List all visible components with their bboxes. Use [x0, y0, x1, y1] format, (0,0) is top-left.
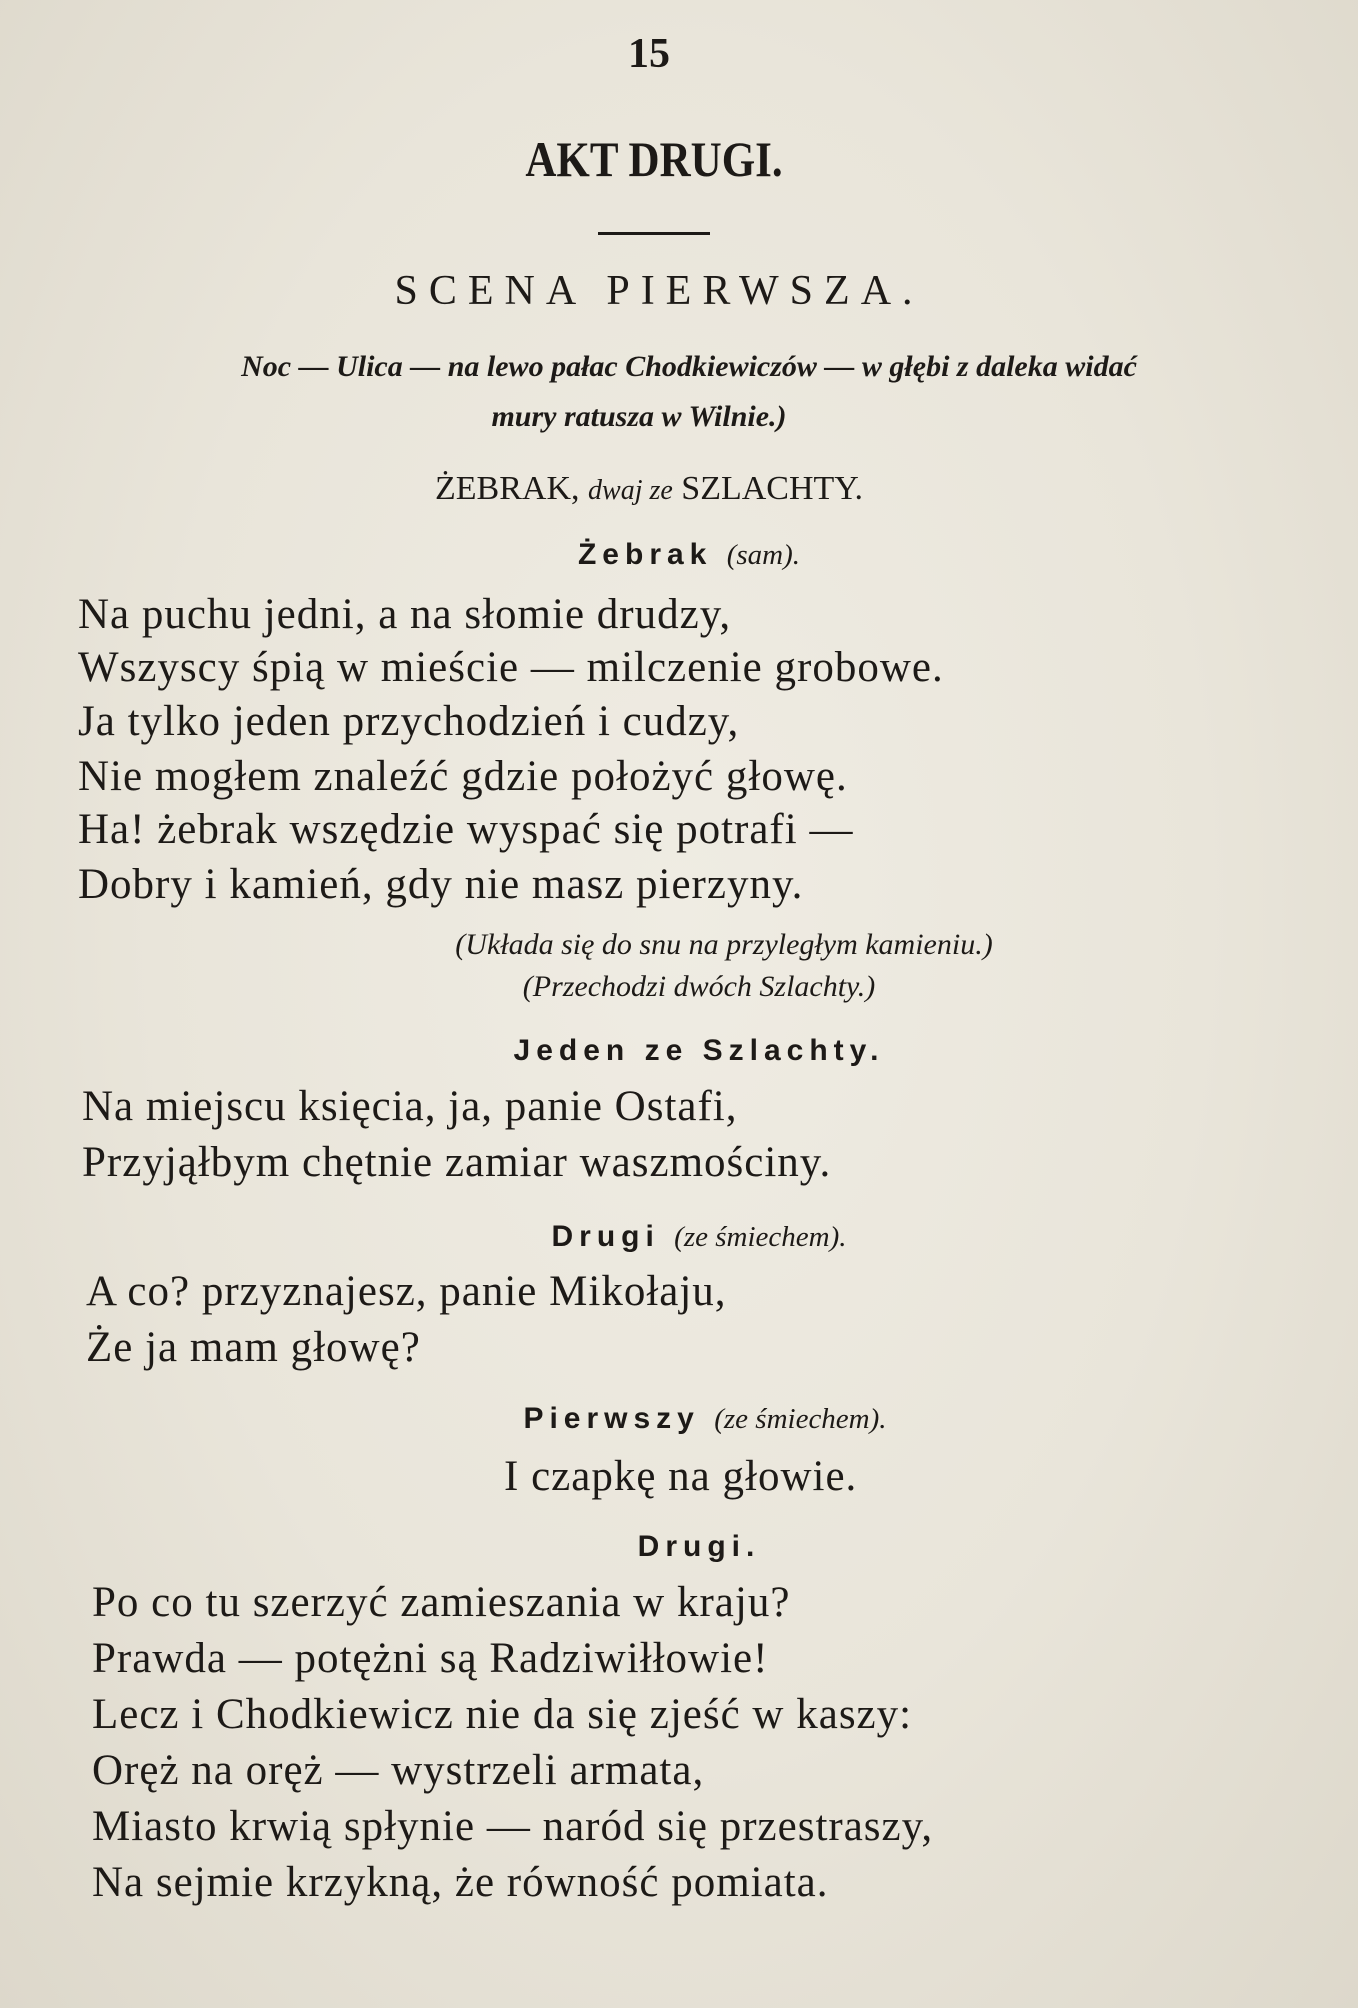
verse-line: Dobry i kamień, gdy nie masz pierzyny.: [78, 861, 804, 908]
verse-line: Na sejmie krzykną, że równość pomiata.: [92, 1859, 829, 1906]
verse-line: Ja tylko jeden przychodzień i cudzy,: [78, 698, 740, 745]
character-list: [0, 470, 1298, 508]
speaker-name: Drugi.: [637, 1530, 761, 1563]
act-title: AKT DRUGI.: [525, 131, 783, 187]
speaker-name: Pierwszy: [523, 1402, 700, 1435]
speaker-note: (sam).: [726, 539, 801, 571]
speaker-heading: [20, 1220, 1358, 1254]
verse-line: Oręż na oręż — wystrzeli armata,: [92, 1747, 705, 1794]
speaker-name: Drugi: [551, 1220, 660, 1253]
character-middle: dwaj ze: [588, 475, 673, 506]
speaker-note: (ze śmiechem).: [674, 1221, 847, 1253]
stage-direction: (Układa się do snu na przyległym kamieniu.): [455, 928, 993, 961]
verse-line: Miasto krwią spłynie — naród się przestraszy,: [92, 1803, 934, 1850]
verse-line: Po co tu szerzyć zamieszania w kraju?: [92, 1579, 791, 1626]
character-last: SZLACHTY.: [681, 470, 863, 507]
verse-line: I czapkę na głowie.: [504, 1453, 858, 1500]
verse-line: Przyjąłbym chętnie zamiar waszmościny.: [82, 1139, 832, 1186]
verse-line: Że ja mam głowę?: [86, 1324, 421, 1371]
title-divider: [598, 232, 710, 235]
speaker-heading: [26, 1402, 1358, 1436]
stage-direction: (Przechodzi dwóch Szlachty.): [522, 970, 876, 1003]
verse-line: Lecz i Chodkiewicz nie da się zjeść w kaszy:: [92, 1691, 913, 1738]
verse-line: Nie mogłem znaleźć gdzie położyć głowę.: [78, 753, 848, 800]
speaker-name: Żebrak: [577, 538, 713, 571]
speaker-heading: [10, 538, 1358, 572]
page-number: 15: [628, 31, 670, 77]
speaker-name: Jeden ze Szlachty.: [513, 1034, 885, 1067]
verse-line: Na miejscu księcia, ja, panie Ostafi,: [82, 1083, 738, 1130]
stage-setting-line-2: mury ratusza w Wilnie.): [491, 400, 787, 433]
character-first: ŻEBRAK,: [435, 470, 580, 507]
verse-line: Wszyscy śpią w mieście — milczenie grobowe.: [78, 644, 944, 691]
verse-line: Prawda — potężni są Radziwiłłowie!: [92, 1635, 769, 1682]
verse-line: A co? przyznajesz, panie Mikołaju,: [86, 1268, 727, 1315]
speaker-note: (ze śmiechem).: [714, 1403, 887, 1435]
speaker-heading: [20, 1530, 1358, 1564]
speaker-heading: [20, 1034, 1358, 1068]
verse-line: Na puchu jedni, a na słomie drudzy,: [78, 591, 732, 638]
scene-title: SCENA PIERWSZA.: [394, 268, 924, 314]
verse-line: Ha! żebrak wszędzie wyspać się potrafi —: [78, 806, 854, 853]
stage-setting-line-1: Noc — Ulica — na lewo pałac Chodkiewiczów — w głębi z daleka widać: [241, 350, 1137, 383]
